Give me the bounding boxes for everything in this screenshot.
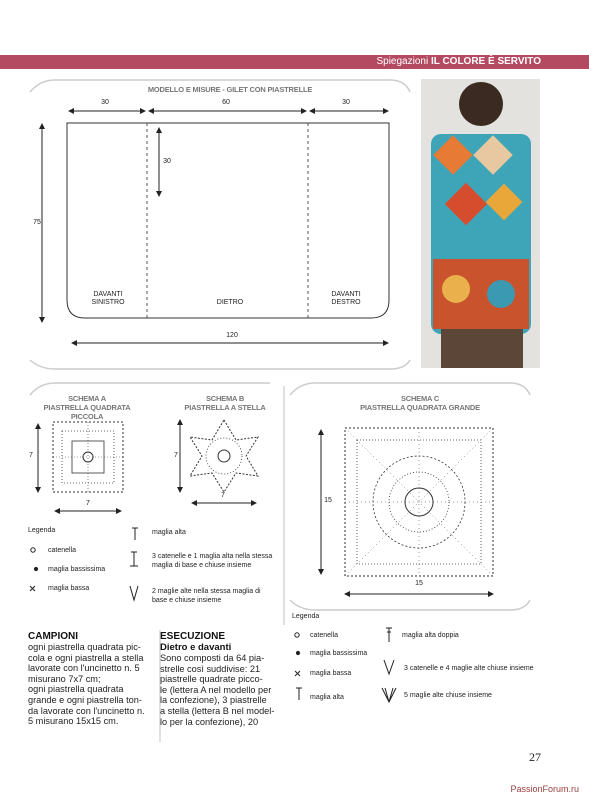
dim-top-right: 30	[342, 99, 350, 106]
campioni-line: misurano 7x7 cm;	[28, 673, 101, 684]
piece-dietro: DIETRO	[216, 299, 244, 306]
legend-2-item: 5 maglie alte chiuse insieme	[404, 692, 492, 699]
dim-bottom: 120	[226, 332, 238, 339]
model-photo-image	[421, 79, 540, 368]
piece-davanti-destro: DAVANTI DESTRO	[331, 291, 361, 306]
esecuzione-subtitle: Dietro e davanti	[160, 642, 232, 653]
piece-davanti-sinistro: DAVANTI SINISTRO	[91, 291, 125, 306]
schema-c-drawing	[321, 428, 493, 594]
schema-c-title: SCHEMA C PIASTRELLA QUADRATA GRANDE	[360, 394, 480, 412]
legend-2-item: catenella	[310, 632, 339, 639]
esecuzione-line: Sono composti da 64 pia-	[160, 653, 265, 663]
legend-1-item: 3 catenelle e 1 maglia alta nella stessa maglia di base e chiuse insieme	[152, 553, 273, 569]
campioni-line: da lavorate con l'uncinetto n.	[28, 705, 145, 716]
legend-1-item: maglia alta	[152, 529, 186, 536]
schema-a-title: SCHEMA A PIASTRELLA QUADRATA PICCOLA	[43, 394, 131, 421]
campioni-line: cola e ogni piastrella a stella	[28, 652, 144, 663]
dim-inner: 30	[163, 158, 171, 165]
schema-c-w: 15	[415, 580, 423, 587]
gilet-outline	[67, 123, 389, 318]
schema-b-h: 7	[174, 452, 178, 459]
schema-b-title: SCHEMA B PIASTRELLA A STELLA	[184, 394, 266, 412]
legend-1-item: catenella	[48, 547, 77, 554]
legend-2-item: maglia bassissima	[310, 650, 368, 657]
legend-2-item: 3 catenelle e 4 maglie alte chiuse insieme	[404, 665, 534, 672]
pattern-title: MODELLO E MISURE - GILET CON PIASTRELLE	[147, 85, 313, 94]
legend-2-item: maglia bassa	[310, 670, 352, 677]
schema-b-w: 7	[221, 492, 225, 499]
esecuzione-line: a stella (lettera B nel model-	[160, 705, 275, 716]
campioni-line: lavorate con l'uncinetto n. 5	[28, 663, 140, 674]
esecuzione-section	[160, 631, 280, 727]
legend-2-item: maglia alta	[310, 694, 344, 701]
esecuzione-line: la confezione), 3 piastrelle	[160, 695, 267, 706]
esecuzione-line: piastrelle quadrate picco-	[160, 674, 263, 685]
legend-2-item: maglia alta doppia	[402, 632, 459, 639]
dim-top-left: 30	[101, 99, 109, 106]
campioni-section	[28, 631, 152, 727]
schema-b-drawing	[180, 420, 258, 503]
campioni-line: grande e ogni piastrella ton-	[28, 694, 142, 705]
esecuzione-line: strelle così suddivise: 21	[160, 663, 261, 674]
campioni-line: 5 misurano 15x15 cm.	[28, 716, 119, 727]
legend-1-title: Legenda	[28, 527, 56, 534]
legend-2-title: Legenda	[292, 613, 320, 620]
esecuzione-title: ESECUZIONE	[160, 631, 226, 642]
campioni-line: ogni piastrella quadrata pic-	[28, 642, 141, 652]
campioni-line: ogni piastrella quadrata	[28, 684, 124, 695]
legend-1-item: maglia bassa	[48, 585, 90, 592]
schema-c-h: 15	[324, 497, 332, 504]
schema-a-h: 7	[29, 452, 33, 459]
header-title: Spiegazioni IL COLORE È SERVITO	[376, 56, 541, 67]
dim-height: 75	[33, 219, 41, 226]
campioni-title: CAMPIONI	[28, 631, 78, 642]
model-photo	[421, 79, 540, 368]
dim-top-mid: 60	[222, 99, 230, 106]
legend-1-item: maglia bassissima	[48, 566, 106, 573]
watermark: PassionForum.ru	[510, 784, 579, 794]
esecuzione-line: lo per la confezione), 20	[160, 716, 259, 727]
schema-a-w: 7	[86, 500, 90, 507]
schema-a-drawing	[38, 422, 123, 511]
legend-1-item: 2 maglie alte nella stessa maglia di base e chiuse insieme	[152, 588, 261, 604]
page-number: 27	[529, 750, 541, 764]
esecuzione-line: le (lettera A nel modello per	[160, 684, 272, 695]
